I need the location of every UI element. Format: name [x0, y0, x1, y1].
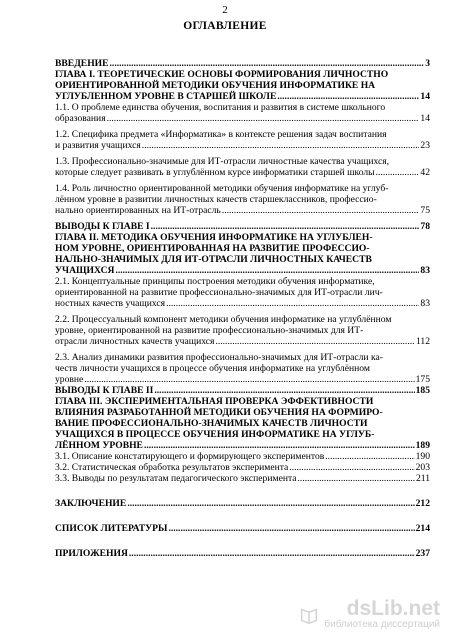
toc-leader-dots: [107, 113, 420, 124]
table-of-contents: [55, 58, 430, 559]
toc-entry-conclusions-2[interactable]: [55, 385, 430, 396]
toc-entry-line: 2.1. Концептуальные принципы построения методики обучения информатике,: [55, 276, 375, 287]
toc-entry-title: ВЫВОДЫ К ГЛАВЕ I: [55, 221, 150, 232]
watermark: [298, 599, 440, 630]
toc-page-number: 214: [415, 523, 430, 534]
toc-leader-dots: [142, 140, 420, 151]
toc-entry-title: 3.2. Статистическая обработка результатов эксперимента: [55, 462, 289, 473]
toc-entry-title: отрасли личностных качеств учащихся: [55, 336, 215, 347]
toc-entry-3-3[interactable]: [55, 473, 430, 484]
toc-page-number: 211: [415, 473, 430, 484]
toc-entry-2-3[interactable]: [55, 352, 430, 385]
toc-entry-line: ОРИЕНТИРОВАННОЙ МЕТОДИКИ ОБУЧЕНИЯ ИНФОРМАТИКЕ НА: [55, 80, 376, 91]
toc-leader-dots: [151, 221, 420, 232]
toc-entry-2-1[interactable]: [55, 276, 430, 309]
book-icon: [298, 604, 320, 626]
toc-leader-dots: [298, 473, 415, 484]
toc-entry-line: УЧАЩИХСЯ В ПРОЦЕССЕ ОБУЧЕНИЯ ИНФОРМАТИКЕ НА УГЛУБ-: [55, 429, 375, 440]
watermark-brand: dsLib.net: [346, 597, 440, 620]
toc-entry-title: УЧАЩИХСЯ: [55, 265, 115, 276]
toc-leader-dots: [222, 205, 420, 216]
toc-entry-line: лённом уровне в развитии личностных качеств старшеклассников, профессио-: [55, 194, 377, 205]
toc-leader-dots: [289, 462, 414, 473]
toc-entry-title: УГЛУБЛЕННОМ УРОВНЕ В СТАРШЕЙ ШКОЛЕ: [55, 91, 277, 102]
toc-page-number: 189: [415, 440, 430, 451]
toc-entry-1-2[interactable]: [55, 129, 430, 151]
toc-leader-dots: [129, 548, 415, 559]
page-number: 2: [222, 4, 228, 16]
toc-entry-title: ностных качеств учащихся: [55, 298, 166, 309]
toc-page-number: 83: [420, 265, 430, 276]
toc-entry-chapter-1[interactable]: [55, 69, 430, 102]
toc-page-number: 78: [420, 221, 430, 232]
toc-entry-line: 2.2. Процессуальный компонент методики обучения информатике на углублённом: [55, 314, 392, 325]
page-title: ОГЛАВЛЕНИЕ: [183, 20, 267, 32]
toc-entry-line: НОМ УРОВНЕ, ОРИЕНТИРОВАННАЯ НА РАЗВИТИЕ ПРОФЕССИО-: [55, 243, 370, 254]
toc-leader-dots: [110, 58, 425, 69]
toc-page-number: 14: [420, 113, 430, 124]
toc-entry-line: ГЛАВА I. ТЕОРЕТИЧЕСКИЕ ОСНОВЫ ФОРМИРОВАНИЯ ЛИЧНОСТНО: [55, 69, 389, 80]
toc-page-number: 212: [415, 498, 430, 509]
toc-page-number: 14: [420, 91, 430, 102]
toc-entry-title: 3.1. Описание констатирующего и формирующего экспериментов: [55, 451, 325, 462]
toc-entry-title: СПИСОК ЛИТЕРАТУРЫ: [55, 523, 168, 534]
toc-leader-dots: [215, 336, 415, 347]
toc-page-number: 23: [420, 140, 430, 151]
toc-entry-title: и развития учащихся: [55, 140, 141, 151]
toc-entry-title: ЛЁННОМ УРОВНЕ: [55, 440, 143, 451]
toc-leader-dots: [84, 374, 414, 385]
toc-entry-line: честв личности учащихся в процессе обучения информатике на углублённом: [55, 363, 370, 374]
toc-entry-title: уровне: [55, 374, 84, 385]
toc-entry-chapter-3[interactable]: [55, 396, 430, 451]
toc-entry-line: уровне, ориентированной на развитие профессионально-значимых для ИТ-: [55, 325, 364, 336]
toc-entry-title: ПРИЛОЖЕНИЯ: [55, 548, 128, 559]
toc-leader-dots: [154, 385, 414, 396]
toc-leader-dots: [115, 265, 419, 276]
toc-entry-line: 1.1. О проблеме единства обучения, воспитания и развития в системе школьного: [55, 102, 386, 113]
toc-page-number: 237: [415, 548, 430, 559]
toc-entry-title: ВЫВОДЫ К ГЛАВЕ II: [55, 385, 154, 396]
toc-entry-title: образования: [55, 113, 106, 124]
toc-leader-dots: [277, 91, 419, 102]
toc-leader-dots: [376, 167, 420, 178]
toc-entry-3-1[interactable]: [55, 451, 430, 462]
watermark-subtitle: библиотека диссертаций: [324, 619, 440, 630]
toc-page-number: 203: [415, 462, 430, 473]
toc-page-number: 75: [420, 205, 430, 216]
toc-entry-3-2[interactable]: [55, 462, 430, 473]
toc-entry-title: ВВЕДЕНИЕ: [55, 58, 109, 69]
toc-entry-conclusion[interactable]: [55, 498, 430, 509]
toc-entry-title: ЗАКЛЮЧЕНИЕ: [55, 498, 127, 509]
toc-entry-line: 1.2. Специфика предмета «Информатика» в контексте решения задач воспитания: [55, 129, 387, 140]
toc-entry-line: ВЛИЯНИЯ РАЗРАБОТАННОЙ МЕТОДИКИ ОБУЧЕНИЯ НА ФОРМИРО-: [55, 407, 383, 418]
toc-entry-references[interactable]: [55, 523, 430, 534]
toc-leader-dots: [168, 523, 414, 534]
toc-leader-dots: [144, 440, 415, 451]
toc-page-number: 185: [415, 385, 430, 396]
toc-page-number: 42: [420, 167, 430, 178]
toc-entry-line: ГЛАВА II. МЕТОДИКА ОБУЧЕНИЯ ИНФОРМАТИКЕ НА УГЛУБЛЕН-: [55, 232, 373, 243]
toc-page-number: 112: [415, 336, 430, 347]
toc-entry-chapter-2[interactable]: [55, 232, 430, 276]
toc-entry-line: ориентированной на развитие профессионально-значимых для ИТ-отрасли лич-: [55, 287, 383, 298]
toc-entry-1-1[interactable]: [55, 102, 430, 124]
toc-leader-dots: [166, 298, 419, 309]
toc-leader-dots: [127, 498, 414, 509]
toc-entry-line: 1.4. Роль личностно ориентированной методики обучения информатике на углуб-: [55, 183, 389, 194]
toc-entry-line: 1.3. Профессионально-значимые для ИТ-отрасли личностные качества учащихся,: [55, 156, 390, 167]
toc-entry-appendices[interactable]: [55, 548, 430, 559]
toc-page-number: 3: [425, 58, 430, 69]
toc-entry-1-3[interactable]: [55, 156, 430, 178]
toc-entry-2-2[interactable]: [55, 314, 430, 347]
toc-entry-title: которые следует развивать в углублённом курсе информатики старшей школы: [55, 167, 375, 178]
toc-entry-line: 2.3. Анализ динамики развития профессионально-значимых для ИТ-отрасли ка-: [55, 352, 383, 363]
toc-entry-title: 3.3. Выводы по результатам педагогического эксперимента: [55, 473, 297, 484]
toc-page-number: 175: [415, 374, 430, 385]
toc-entry-introduction[interactable]: [55, 58, 430, 69]
toc-leader-dots: [325, 451, 414, 462]
toc-entry-line: НАЛЬНО-ЗНАЧИМЫХ ДЛЯ ИТ-ОТРАСЛИ ЛИЧНОСТНЫХ КАЧЕСТВ: [55, 254, 372, 265]
toc-entry-title: нально ориентированных на ИТ-отрасль: [55, 205, 221, 216]
toc-entry-line: ГЛАВА III. ЭКСПЕРИМЕНТАЛЬНАЯ ПРОВЕРКА ЭФФЕКТИВНОСТИ: [55, 396, 374, 407]
toc-entry-conclusions-1[interactable]: [55, 221, 430, 232]
toc-page-number: 190: [415, 451, 430, 462]
toc-entry-1-4[interactable]: [55, 183, 430, 216]
toc-page-number: 83: [420, 298, 430, 309]
toc-entry-line: ВАНИЕ ПРОФЕССИОНАЛЬНО-ЗНАЧИМЫХ КАЧЕСТВ ЛИЧНОСТИ: [55, 418, 368, 429]
